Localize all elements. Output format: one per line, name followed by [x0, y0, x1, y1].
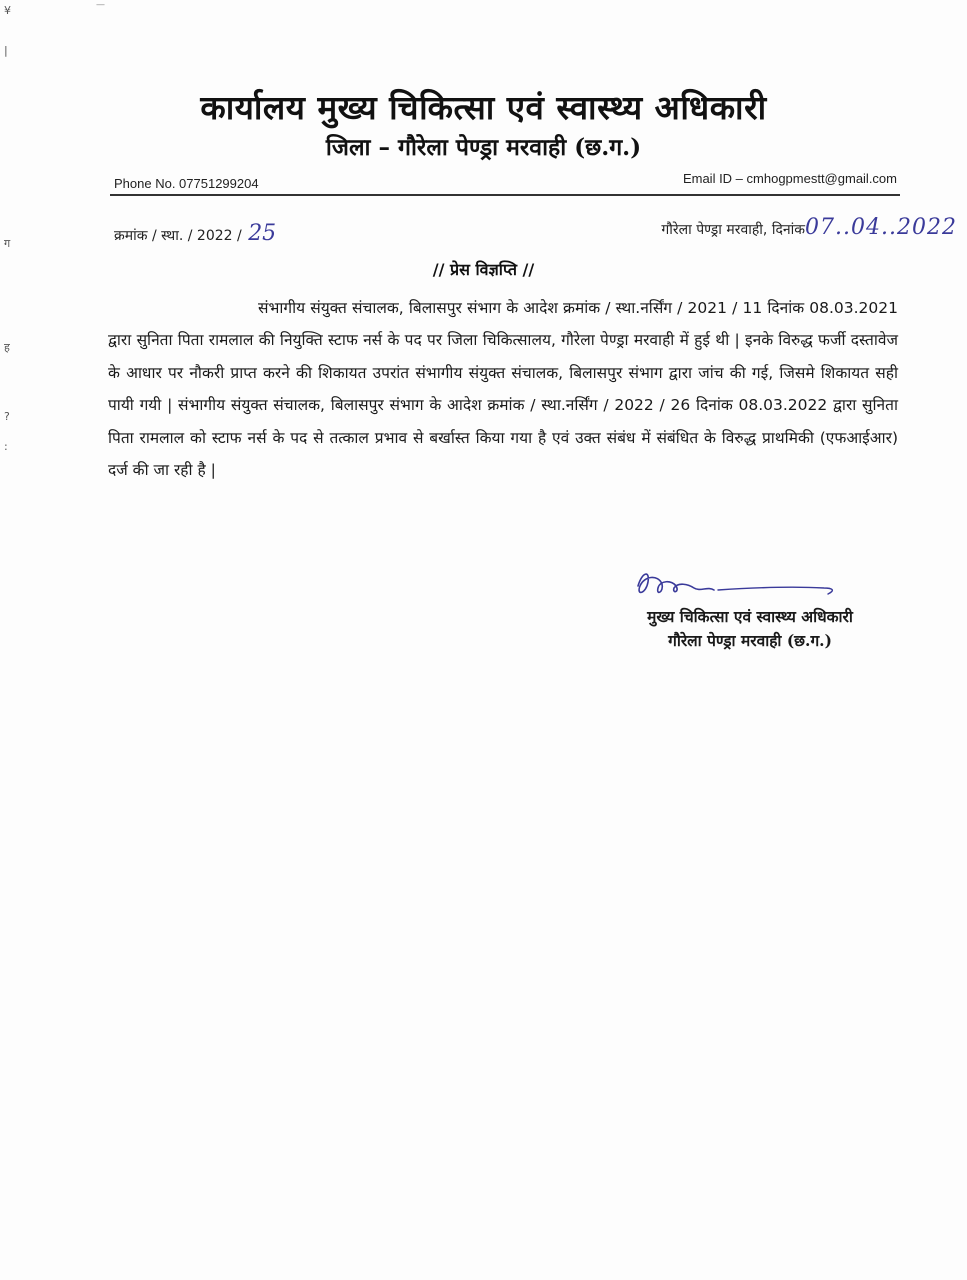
- signatory-title: मुख्य चिकित्सा एवं स्वास्थ्य अधिकारी: [647, 607, 853, 626]
- margin-mark: ¥: [4, 4, 11, 17]
- header-divider: [110, 194, 900, 196]
- handwritten-signature: [628, 566, 848, 610]
- reference-prefix: क्रमांक / स्था. / 2022 /: [114, 228, 242, 244]
- top-edge-scrap: —: [96, 0, 105, 10]
- reference-number: 25: [248, 221, 277, 246]
- reference-line: [114, 221, 276, 246]
- office-title: कार्यालय मुख्य चिकित्सा एवं स्वास्थ्य अधिकारी: [200, 88, 767, 127]
- margin-mark: :: [4, 440, 8, 453]
- district-line: जिला – गौरेला पेण्ड्रा मरवाही (छ.ग.): [325, 134, 642, 161]
- handwritten-date: 07..04..2022: [805, 215, 957, 240]
- body-paragraph: संभागीय संयुक्त संचालक, बिलासपुर संभाग के आदेश क्रमांक / स्था.नर्सिंग / 2021 / 11 दिनांक 08.03.2021 द्वारा सुनिता पिता रामलाल की नियुक्ति स्टाफ नर्स के पद पर जिला चिकित्सालय, गौरेला पेण्ड्रा मरवाही में हुई थी | इनके विरुद्ध फर्जी दस्तावेज के आधार पर नौकरी प्राप्त करने की शिकायत उपरांत संभागीय संयुक्त संचालक, बिलासपुर संभाग द्वारा जांच की गई, जिसमे शिकायत सही पायी गयी | संभागीय संयुक्त संचालक, बिलासपुर संभाग के आदेश क्रमांक / स्था.नर्सिंग / 2022 / 26 दिनांक 08.03.2022 द्वारा सुनिता पिता रामलाल को स्टाफ नर्स के पद से तत्काल प्रभाव से बर्खास्त किया गया है एवं उक्त संबंध में संबंधित के विरुद्ध प्राथमिकी (एफआईआर) दर्ज की जा रही है |: [108, 299, 898, 480]
- signatory-location: गौरेला पेण्ड्रा मरवाही (छ.ग.): [668, 631, 832, 650]
- press-release-heading: // प्रेस विज्ञप्ति //: [432, 260, 535, 279]
- margin-mark: ह: [4, 341, 10, 354]
- place-date-prefix: गौरेला पेण्ड्रा मरवाही, दिनांक: [661, 222, 806, 238]
- place-date-line: [661, 215, 957, 240]
- margin-mark: |: [4, 44, 8, 57]
- margin-mark: ग: [4, 237, 11, 250]
- email-address: Email ID – cmhogpmestt@gmail.com: [682, 171, 897, 186]
- press-release-body: [108, 292, 898, 486]
- phone-number: Phone No. 07751299204: [114, 176, 259, 191]
- signatory-block: [614, 605, 886, 653]
- margin-mark: ?: [4, 410, 10, 423]
